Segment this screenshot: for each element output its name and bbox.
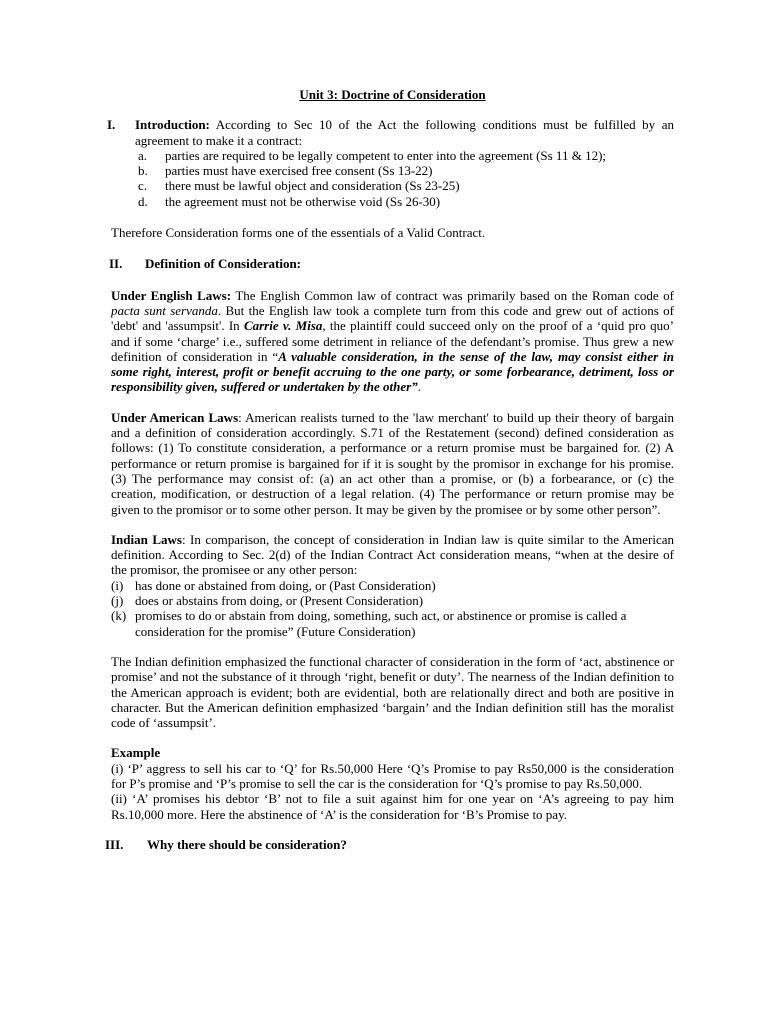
list-item bbox=[135, 178, 674, 193]
list-marker: (j) bbox=[111, 593, 124, 609]
list-item bbox=[135, 148, 674, 163]
list-item bbox=[111, 608, 674, 639]
therefore-paragraph: Therefore Consideration forms one of the essentials of a Valid Contract. bbox=[111, 225, 486, 241]
list-text: does or abstains from doing, or (Present Consideration) bbox=[135, 593, 424, 609]
list-text: promises to do or abstain from doing, something, such act, or abstinence or promise is called a consideration for the promise” (Future Consideration) bbox=[135, 608, 627, 639]
section-why-consideration bbox=[105, 836, 674, 852]
list-text: has done or abstained from doing, or (Past Consideration) bbox=[135, 577, 436, 593]
comparison-paragraph: The Indian definition emphasized the functional character of consideration in the form of ‘act, abstinence or promise’ and not the substance of it through ‘right, benefit or duty’. The nearness of the Indian definition to the American approach is evident; both are evidential, both are relationally direct and both are positive in character. But the American definition emphasized ‘bargain’ and the Indian definition still has the moralist code of ‘assumpsit’. bbox=[111, 653, 674, 731]
intro-text: According to Sec 10 of the Act the following conditions must be fulfilled by an agreement to make it a contract: bbox=[135, 117, 674, 148]
section-heading: Definition of Consideration: bbox=[145, 256, 301, 272]
section-heading: Why there should be consideration? bbox=[147, 836, 347, 852]
paragraph-label: Under American Laws bbox=[111, 409, 239, 425]
section-definition bbox=[111, 256, 674, 271]
paragraph-text: : American realists turned to the 'law merchant' to build up their theory of bargain and a definition of consideration accordingly. S.71 of the Restatement (second) defined consideration as follows: (1) To constitute consideration, a performance or a return promise must be bargained for. (2) A performance or return promise is bargained for if it is sought by the promisor in exchange for his promise. (3) The performance may consist of: (a) an act other than a promise, or (b) a forbearance, or (c) the creation, modification, or destruction of a legal relation. (4) The performance or return promise may be given to the promisor or to some other person. It may be given by the promisee or by some other person”. bbox=[111, 409, 674, 517]
section-heading: Introduction: bbox=[135, 117, 210, 133]
list-marker: (k) bbox=[111, 608, 127, 624]
indian-definition-list bbox=[111, 578, 674, 639]
section-introduction bbox=[107, 117, 674, 209]
american-law-paragraph bbox=[111, 410, 674, 517]
example-one: (i) ‘P’ aggress to sell his car to ‘Q’ for Rs.50,000 Here ‘Q’s Promise to pay Rs50,000 is the consideration for P’s promise and ‘P’s promise to sell the car is the consideration for ‘Q’s promise to pay Rs.50,000. bbox=[111, 760, 674, 791]
list-item bbox=[111, 593, 674, 608]
paragraph-text: The English Common law of contract was primarily based on the Roman code of bbox=[231, 287, 674, 303]
list-text: parties are required to be legally competent to enter into the agreement (Ss 11 & 12); bbox=[165, 147, 607, 163]
section-number: I. bbox=[107, 117, 116, 133]
list-marker: d. bbox=[138, 193, 148, 209]
list-marker: c. bbox=[138, 178, 148, 194]
section-number: III. bbox=[105, 836, 124, 852]
definition-quote: A valuable consideration, in the sense of the law, may consist either in some right, interest, profit or benefit accruing to the one party, or some forbearance, detriment, loss or responsibility given, suffered or undertaken by the other” bbox=[111, 348, 675, 395]
paragraph-text: : In comparison, the concept of consideration in Indian law is quite similar to the American definition. According to Sec. 2(d) of the Indian Contract Act consideration means, “when at the desire of the promisor, the promisee or any other person: bbox=[111, 531, 675, 578]
paragraph-text: . bbox=[417, 379, 421, 395]
indian-law-paragraph bbox=[111, 532, 674, 578]
document-title: Unit 3: Doctrine of Consideration bbox=[299, 87, 486, 102]
list-text: the agreement must not be otherwise void (Ss 26-30) bbox=[165, 193, 441, 209]
document-page bbox=[105, 87, 675, 852]
list-text: there must be lawful object and consideration (Ss 23-25) bbox=[165, 178, 460, 194]
list-marker: (i) bbox=[111, 577, 124, 593]
conditions-list bbox=[135, 148, 674, 209]
english-law-paragraph bbox=[111, 288, 674, 395]
list-item bbox=[135, 194, 674, 209]
list-item bbox=[111, 578, 674, 593]
list-marker: a. bbox=[138, 147, 148, 163]
section-number: II. bbox=[109, 256, 123, 272]
list-item bbox=[135, 163, 674, 178]
latin-phrase: pacta sunt servanda bbox=[111, 302, 218, 318]
list-text: parties must have exercised free consent (Ss 13-22) bbox=[165, 163, 433, 179]
paragraph-label: Under English Laws: bbox=[111, 287, 232, 303]
paragraph-text: . But the English law took a complete turn from this code and grew out of actions of 'debt' and 'assumpsit'. In bbox=[111, 302, 674, 334]
example-two: (ii) ‘A’ promises his debtor ‘B’ not to file a suit against him for one year on ‘A’s agreeing to pay him Rs.10,000 more. Here the abstinence of ‘A’ is the consideration for ‘B’s Promise to pay. bbox=[111, 791, 674, 822]
paragraph-text: , the plaintiff could succeed only on the proof of a ‘quid pro quo’ and if some ‘charge’ i.e., suffered some detriment in reliance of the defendant’s promise. Thus grew a new definition of consideration in “ bbox=[111, 318, 674, 364]
list-marker: b. bbox=[138, 163, 148, 179]
paragraph-label: Example bbox=[111, 745, 161, 761]
example-heading bbox=[111, 745, 674, 760]
case-name: Carrie v. Misa bbox=[243, 318, 323, 334]
paragraph-label: Indian Laws bbox=[111, 531, 182, 547]
